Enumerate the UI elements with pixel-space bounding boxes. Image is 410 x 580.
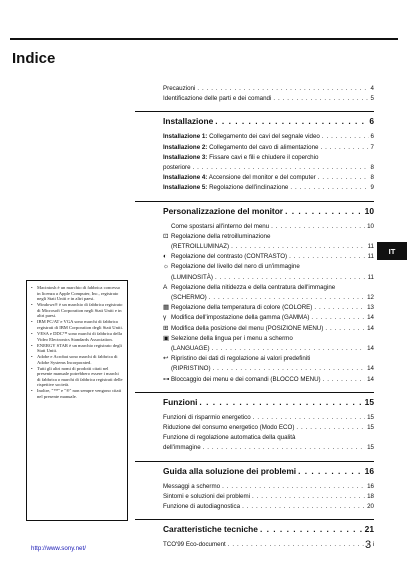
dot-leader xyxy=(252,492,365,502)
toc-entry[interactable] xyxy=(163,132,374,142)
entry-page: 10 xyxy=(364,205,374,216)
dot-leader xyxy=(231,242,365,252)
section-heading[interactable] xyxy=(135,523,374,535)
entry-text: Precauzioni xyxy=(163,85,196,92)
entry-label xyxy=(163,132,320,142)
entry-label xyxy=(163,262,300,272)
entry-label xyxy=(163,465,296,477)
entry-text: posteriore xyxy=(163,164,191,172)
toc-entry[interactable] xyxy=(163,354,374,364)
entry-text: (SCHERMO) xyxy=(171,294,207,302)
entry-label xyxy=(163,523,258,535)
entry-text: (LANGUAGE) xyxy=(171,345,210,353)
entry-text: (RETROILLUMINAZ) xyxy=(171,243,230,251)
entry-text: Regolazione del contrasto (CONTRASTO) xyxy=(171,253,288,261)
entry-page: 6 xyxy=(369,116,374,127)
entry-page: 5 xyxy=(370,95,374,103)
toc-entry[interactable] xyxy=(163,293,374,303)
section-heading[interactable] xyxy=(135,205,374,217)
entry-label xyxy=(163,84,195,94)
entry-text: Regolazione della nitidezza e della centratura dell'immagine xyxy=(171,283,336,291)
entry-page: i xyxy=(372,541,374,549)
trademark-notice-box xyxy=(26,280,128,521)
entry-label xyxy=(163,502,240,512)
entry-text: Regolazione della retroilluminazione xyxy=(171,232,271,240)
entry-text: Collegamento dei cavi del segnale video xyxy=(207,133,320,141)
entry-text: (RIPRISTINO) xyxy=(171,365,211,373)
trademark-item: • ENERGY STAR è un marchio registrato degli Stati Uniti. xyxy=(37,343,123,354)
entry-page: 14 xyxy=(367,324,374,332)
entry-label xyxy=(163,273,213,283)
menu-item-icon: ⊞ xyxy=(163,324,169,332)
page-title: Indice xyxy=(12,50,56,67)
entry-label xyxy=(163,283,335,293)
entry-text: Selezione della lingua per i menu a schermo xyxy=(171,334,293,342)
menu-item-icon: ◐ xyxy=(163,253,167,261)
toc-entry[interactable] xyxy=(163,303,374,313)
entry-label xyxy=(163,413,251,423)
section-heading[interactable] xyxy=(135,465,374,477)
toc-entry[interactable] xyxy=(163,433,374,443)
entry-page: 7 xyxy=(370,143,374,151)
language-tab: IT xyxy=(377,242,407,260)
entry-text: Modifica dell'impostazione della gamma (GAMMA) xyxy=(171,314,310,322)
toc-section xyxy=(135,519,374,550)
dot-leader xyxy=(271,222,365,232)
entry-text: Guida alla soluzione dei problemi xyxy=(163,465,297,476)
entry-page: 14 xyxy=(367,365,374,373)
toc-entry[interactable] xyxy=(163,334,374,344)
entry-label xyxy=(163,153,318,163)
entry-text: Accensione del monitor e del computer xyxy=(207,174,316,182)
section-entries xyxy=(135,540,374,550)
toc-entry[interactable] xyxy=(163,273,374,283)
toc-entry[interactable] xyxy=(163,94,374,104)
entry-page: 14 xyxy=(367,345,374,353)
trademark-item: • Tutti gli altri nomi di prodotti citati nel presente manuale potrebbero essere i marchi di fabbrica o marchi di fabbrica registrati delle rispettive società. xyxy=(37,366,123,388)
dot-leader xyxy=(289,252,365,262)
toc-entry[interactable] xyxy=(163,375,374,385)
entry-page: 8 xyxy=(370,164,374,172)
entry-page: 4 xyxy=(370,85,374,92)
entry-text: Personalizzazione del monitor xyxy=(163,205,284,216)
dot-leader xyxy=(215,115,367,127)
toc-entry[interactable] xyxy=(163,492,374,502)
dot-leader xyxy=(323,375,366,385)
sony-url-link[interactable]: http://www.sony.net/ xyxy=(31,545,86,552)
entry-text: Ripristino dei dati di regolazione ai valori predefiniti xyxy=(171,355,311,363)
entry-label xyxy=(163,163,191,173)
entry-text: Funzione di regolazione automatica della qualità xyxy=(163,434,296,442)
entry-label xyxy=(163,232,270,242)
toc-entry[interactable] xyxy=(163,283,374,293)
dot-leader xyxy=(296,423,365,433)
page-number: 3 xyxy=(365,539,372,551)
entry-label xyxy=(163,115,213,127)
menu-item-icon: A xyxy=(163,283,168,291)
dot-leader xyxy=(222,482,365,492)
entry-text: Bloccaggio dei menu e dei comandi (BLOCCO MENU) xyxy=(171,375,321,383)
entry-page: 12 xyxy=(367,294,374,302)
entry-label xyxy=(163,303,312,313)
entry-page: 14 xyxy=(367,375,374,383)
entry-page: 21 xyxy=(364,524,374,535)
dot-leader xyxy=(253,413,365,423)
entry-label xyxy=(163,375,321,385)
entry-text: Collegamento del cavo di alimentazione xyxy=(207,143,319,151)
toc-entry[interactable] xyxy=(163,344,374,354)
entry-page: 8 xyxy=(370,174,374,182)
top-rule xyxy=(10,38,398,40)
toc-entry[interactable] xyxy=(163,222,374,232)
entry-label xyxy=(163,492,250,502)
toc-entry[interactable] xyxy=(163,173,374,183)
entry-text: Funzioni xyxy=(163,396,198,407)
section-entries xyxy=(135,413,374,454)
entry-text: Regolazione dell'inclinazione xyxy=(207,184,289,192)
entry-text: Regolazione del livello del nero di un'immagine xyxy=(171,263,300,271)
entry-label xyxy=(163,252,287,262)
entry-text: TCO'99 Eco-document xyxy=(163,541,226,549)
entry-text: (LUMINOSITÀ) xyxy=(171,273,213,281)
toc-entry[interactable] xyxy=(163,252,374,262)
toc-sections xyxy=(163,111,374,550)
toc-section xyxy=(135,392,374,454)
toc-entry[interactable] xyxy=(163,443,374,453)
section-entries xyxy=(135,132,374,193)
trademark-item: • Adobe e Acrobat sono marchi di fabbrica di Adobe Systems Incorporated. xyxy=(37,354,123,365)
intro-entries xyxy=(163,84,374,104)
dot-leader xyxy=(193,163,369,173)
entry-label xyxy=(163,354,310,364)
section-heading[interactable] xyxy=(135,115,374,127)
entry-page: 15 xyxy=(364,396,374,407)
section-entries xyxy=(135,222,374,385)
trademark-item: • VESA e DDC™ sono marchi di fabbrica della Video Electronics Standards Association. xyxy=(37,331,123,342)
menu-item-icon: ⊶ xyxy=(163,375,170,383)
entry-page: 14 xyxy=(367,314,374,322)
section-entries xyxy=(135,482,374,513)
entry-text: Messaggi a schermo xyxy=(163,482,221,490)
entry-page: 16 xyxy=(364,465,374,476)
entry-page: 6 xyxy=(370,133,374,141)
dot-leader xyxy=(213,364,366,374)
toc-section xyxy=(135,201,374,385)
dot-leader xyxy=(290,183,368,193)
entry-text: Sintomi e soluzioni dei problemi xyxy=(163,492,251,500)
entry-label xyxy=(163,433,295,443)
entry-label xyxy=(163,324,323,334)
toc-entry[interactable] xyxy=(163,232,374,242)
dot-leader xyxy=(325,324,365,334)
dot-leader xyxy=(318,173,369,183)
dot-leader xyxy=(314,303,365,313)
entry-page: 16 xyxy=(367,482,374,490)
toc-entry[interactable] xyxy=(163,324,374,334)
dot-leader xyxy=(203,443,365,453)
dot-leader xyxy=(285,205,363,217)
table-of-contents xyxy=(163,84,374,551)
entry-text: Installazione xyxy=(163,116,214,127)
entry-page: 15 xyxy=(367,444,374,452)
entry-label xyxy=(163,94,271,104)
step-number: Installazione 3: xyxy=(163,153,208,161)
toc-entry[interactable] xyxy=(163,364,374,374)
dot-leader xyxy=(197,84,368,94)
entry-page: 9 xyxy=(370,184,374,192)
toc-section xyxy=(135,111,374,193)
entry-text: Modifica della posizione del menu (POSIZIONE MENU) xyxy=(171,324,324,332)
dot-leader xyxy=(320,143,368,153)
toc-section xyxy=(135,461,374,513)
dot-leader xyxy=(242,502,365,512)
entry-page: 10 xyxy=(367,222,374,230)
dot-leader xyxy=(322,132,369,142)
toc-entry[interactable] xyxy=(163,153,374,163)
step-number: Installazione 1: xyxy=(163,133,208,141)
entry-label xyxy=(163,364,211,374)
entry-label xyxy=(163,293,207,303)
entry-text: Come spostarsi all'interno del menu xyxy=(171,222,270,230)
step-number: Installazione 2: xyxy=(163,143,208,151)
entry-text: Regolazione della temperatura di colore (COLORE) xyxy=(171,304,313,312)
entry-label xyxy=(163,313,309,323)
toc-entry[interactable] xyxy=(163,423,374,433)
entry-text: Funzioni di risparmio energetico xyxy=(163,413,251,421)
menu-item-icon: γ xyxy=(163,314,167,322)
entry-page: 11 xyxy=(367,253,374,261)
entry-label xyxy=(163,334,293,344)
entry-label xyxy=(163,344,210,354)
toc-entry[interactable] xyxy=(163,413,374,423)
menu-item-icon: ⊡ xyxy=(163,232,169,240)
dot-leader xyxy=(260,523,363,535)
step-number: Installazione 5: xyxy=(163,184,208,192)
dot-leader xyxy=(298,465,363,477)
entry-label xyxy=(163,143,318,153)
trademark-list xyxy=(31,285,123,400)
toc-entry[interactable] xyxy=(163,540,374,550)
toc-entry[interactable] xyxy=(163,313,374,323)
entry-page: 13 xyxy=(367,304,374,312)
entry-text: Funzione di autodiagnostica xyxy=(163,503,241,511)
toc-entry[interactable] xyxy=(163,163,374,173)
toc-entry[interactable] xyxy=(163,183,374,193)
dot-leader xyxy=(212,344,366,354)
entry-text: Caratteristiche tecniche xyxy=(163,524,258,535)
dot-leader xyxy=(311,313,365,323)
entry-label xyxy=(163,423,294,433)
trademark-item: • Windows® è un marchio di fabbrica registrato di Microsoft Corporation negli Stati Uniti e in altri paesi. xyxy=(37,302,123,319)
dot-leader xyxy=(215,273,366,283)
menu-item-icon: ▣ xyxy=(163,334,170,342)
entry-text: Identificazione delle parti e dei comandi xyxy=(163,95,272,103)
toc-entry[interactable] xyxy=(163,242,374,252)
entry-label xyxy=(163,540,226,550)
entry-page: 20 xyxy=(367,503,374,511)
entry-label xyxy=(163,482,220,492)
toc-entry[interactable] xyxy=(163,482,374,492)
section-heading[interactable] xyxy=(135,396,374,408)
toc-entry[interactable] xyxy=(163,84,374,94)
dot-leader xyxy=(273,94,368,104)
entry-label xyxy=(163,173,316,183)
menu-item-icon: ▦ xyxy=(163,304,170,312)
entry-label xyxy=(163,396,197,408)
entry-text: Riduzione del consumo energetico (Modo ECO) xyxy=(163,424,295,432)
toc-entry[interactable] xyxy=(163,143,374,153)
entry-label xyxy=(163,222,269,232)
dot-leader xyxy=(228,540,371,550)
entry-label xyxy=(163,183,288,193)
dot-leader xyxy=(209,293,365,303)
entry-label xyxy=(163,242,229,252)
entry-page: 15 xyxy=(367,413,374,421)
toc-entry[interactable] xyxy=(163,262,374,272)
entry-page: 15 xyxy=(367,424,374,432)
trademark-item: • Inoltre, "™" e "®" non sempre vengono citati nel presente manuale. xyxy=(37,388,123,399)
trademark-item: • Macintosh è un marchio di fabbrica concesso in licenza a Apple Computer, Inc., registrato negli Stati Uniti e in altri paesi. xyxy=(37,285,123,302)
dot-leader xyxy=(199,396,362,408)
entry-label xyxy=(163,443,201,453)
menu-item-icon: ↩ xyxy=(163,355,169,363)
entry-page: 11 xyxy=(367,273,374,281)
entry-page: 11 xyxy=(367,243,374,251)
trademark-item: • IBM PC/AT e VGA sono marchi di fabbrica registrati di IBM Corporation degli Stati Uniti. xyxy=(37,319,123,330)
entry-text: dell'immagine xyxy=(163,444,201,452)
toc-entry[interactable] xyxy=(163,502,374,512)
step-number: Installazione 4: xyxy=(163,174,208,182)
entry-page: 18 xyxy=(367,492,374,500)
entry-text: Fissare cavi e fili e chiudere il coperchio xyxy=(207,153,319,161)
menu-item-icon: ☼ xyxy=(163,263,169,271)
entry-label xyxy=(163,205,283,217)
